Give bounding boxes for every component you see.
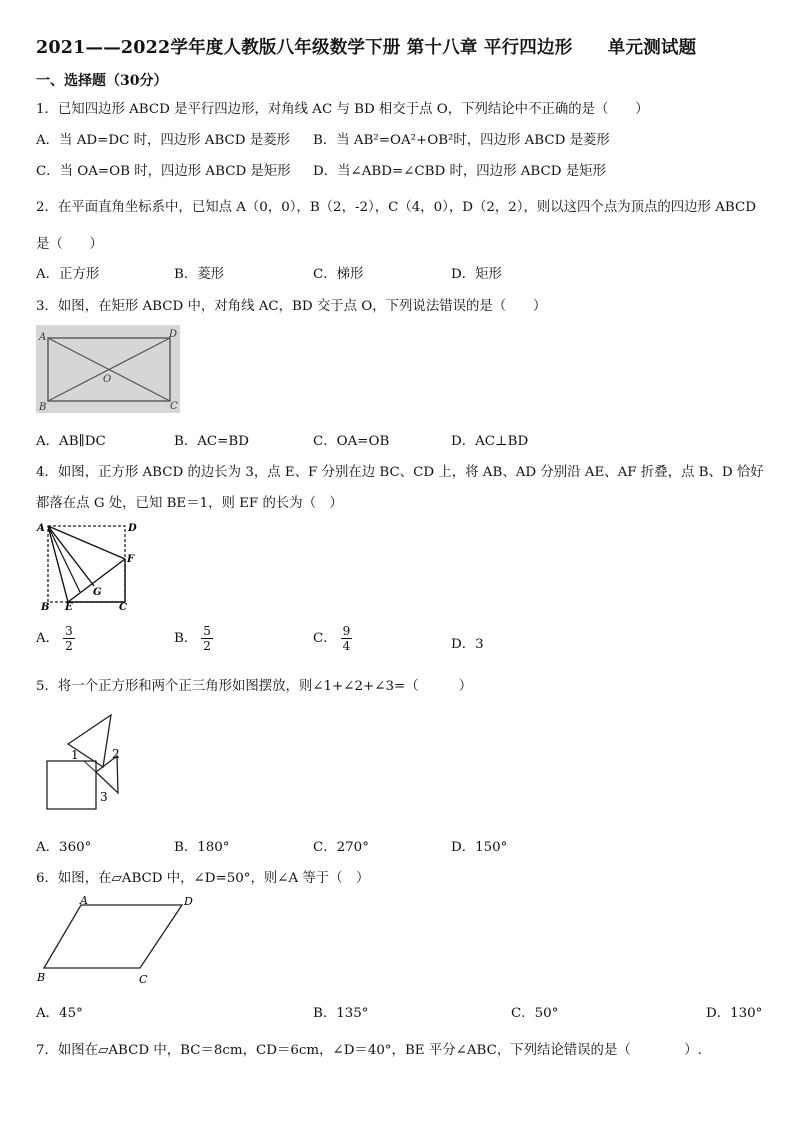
option-c-prefix: C． [313, 631, 337, 646]
q2-option-c: C．梯形 [313, 267, 364, 282]
label-o: O [103, 374, 112, 385]
label-c: C [119, 602, 127, 613]
q4-stem-line2: 都落在点 G 处，已知 BE＝1，则 EF 的长为（ ） [36, 496, 343, 511]
q5-square-triangles-figure [36, 712, 136, 812]
q6-option-d: D．130° [706, 1006, 763, 1021]
line-ae [48, 526, 68, 602]
denominator: 4 [342, 639, 351, 653]
q4-option-b [174, 624, 213, 653]
q6-stem: 6．如图，在▱ABCD 中，∠D=50°，则∠A 等于（ ） [36, 871, 370, 886]
q7-stem: 7．如图在▱ABCD 中，BC＝8cm，CD＝6cm，∠D＝40°，BE 平分∠ABC，下列结论错误的是（ ）. [36, 1043, 702, 1058]
q4-option-d: D．3 [451, 637, 484, 652]
q1-stem: 1．已知四边形 ABCD 是平行四边形，对角线 AC 与 BD 相交于点 O，下列结论中不正确的是（ ） [36, 102, 649, 117]
numerator: 3 [65, 624, 73, 638]
line-ag [48, 526, 94, 586]
label-g: G [93, 587, 102, 598]
q2-option-d: D．矩形 [451, 267, 502, 282]
section-heading: 一、选择题（30分） [36, 73, 168, 89]
label-d: D [128, 523, 137, 534]
label-c: C [139, 973, 148, 986]
label-d: D [169, 329, 178, 340]
label-b: B [39, 402, 47, 413]
q3-option-a: A．AB∥DC [36, 434, 106, 449]
square-abcd [48, 526, 125, 602]
q5-option-d: D．150° [451, 840, 508, 855]
parallelogram-abcd [44, 905, 182, 968]
label-d: D [184, 895, 193, 908]
q3-option-c: C．OA=OB [313, 434, 390, 449]
fraction-5-2 [201, 624, 213, 653]
q4-stem-line1: 4．如图，正方形 ABCD 的边长为 3，点 E、F 分别在边 BC、CD 上，将 AB、AD 分别沿 AE、AF 折叠，点 B、D 恰好 [36, 465, 764, 480]
angle-3-label: 3 [100, 790, 108, 804]
angle-1-label: 1 [71, 748, 79, 762]
q2-stem-line1: 2．在平面直角坐标系中，已知点 A（0，0），B（2，-2），C（4，0），D（2，2），则以这四个点为顶点的四边形 ABCD [36, 200, 756, 215]
q5-option-b: B．180° [174, 840, 230, 855]
label-b: B [37, 971, 46, 984]
q3-option-b: B．AC=BD [174, 434, 249, 449]
q4-option-a [36, 624, 75, 653]
label-f: F [127, 554, 135, 565]
q2-option-a: A．正方形 [36, 267, 100, 282]
q1-option-a: A．当 AD=DC 时，四边形 ABCD 是菱形 [36, 133, 290, 148]
q3-option-d: D．AC⊥BD [451, 434, 529, 449]
q4-square-fold-figure [36, 518, 140, 613]
lower-triangle [96, 756, 118, 793]
q6-option-a: A．45° [36, 1006, 83, 1021]
q4-option-c [313, 624, 352, 653]
label-a: A [39, 332, 47, 343]
q6-parallelogram-figure [36, 893, 206, 988]
fraction-3-2 [63, 624, 75, 653]
option-a-prefix: A． [36, 631, 60, 646]
label-c: C [170, 401, 178, 412]
q1-option-c: C．当 OA=OB 时，四边形 ABCD 是矩形 [36, 164, 291, 179]
denominator: 2 [203, 639, 211, 653]
q2-option-b: B．菱形 [174, 267, 225, 282]
q2-stem-line2: 是（ ） [36, 237, 103, 252]
q5-option-a: A．360° [36, 840, 92, 855]
option-b-prefix: B． [174, 631, 198, 646]
square [47, 761, 96, 809]
line-af [48, 526, 125, 559]
fold-line [48, 526, 80, 592]
q3-stem: 3．如图，在矩形 ABCD 中，对角线 AC，BD 交于点 O，下列说法错误的是（ ） [36, 299, 547, 314]
q1-option-d: D．当∠ABD=∠CBD 时，四边形 ABCD 是矩形 [313, 164, 606, 179]
q6-option-b: B．135° [313, 1006, 369, 1021]
connector-line [84, 761, 96, 772]
label-e: E [65, 602, 73, 613]
label-a: A [80, 894, 88, 907]
q5-option-c: C．270° [313, 840, 369, 855]
numerator: 5 [203, 624, 211, 638]
fraction-9-4 [341, 624, 353, 653]
q1-option-b: B．当 AB²=OA²+OB²时，四边形 ABCD 是菱形 [313, 133, 610, 148]
q3-rectangle-figure [36, 325, 180, 413]
q5-stem: 5．将一个正方形和两个正三角形如图摆放，则∠1+∠2+∠3=（ ） [36, 679, 473, 694]
q6-option-c: C．50° [511, 1006, 559, 1021]
label-b: B [41, 602, 50, 613]
denominator: 2 [65, 639, 73, 653]
angle-2-label: 2 [112, 747, 120, 761]
label-a: A [37, 523, 45, 534]
page-title: 2021——2022学年度人教版八年级数学下册 第十八章 平行四边形 单元测试题 [36, 38, 697, 58]
numerator: 9 [342, 624, 351, 638]
